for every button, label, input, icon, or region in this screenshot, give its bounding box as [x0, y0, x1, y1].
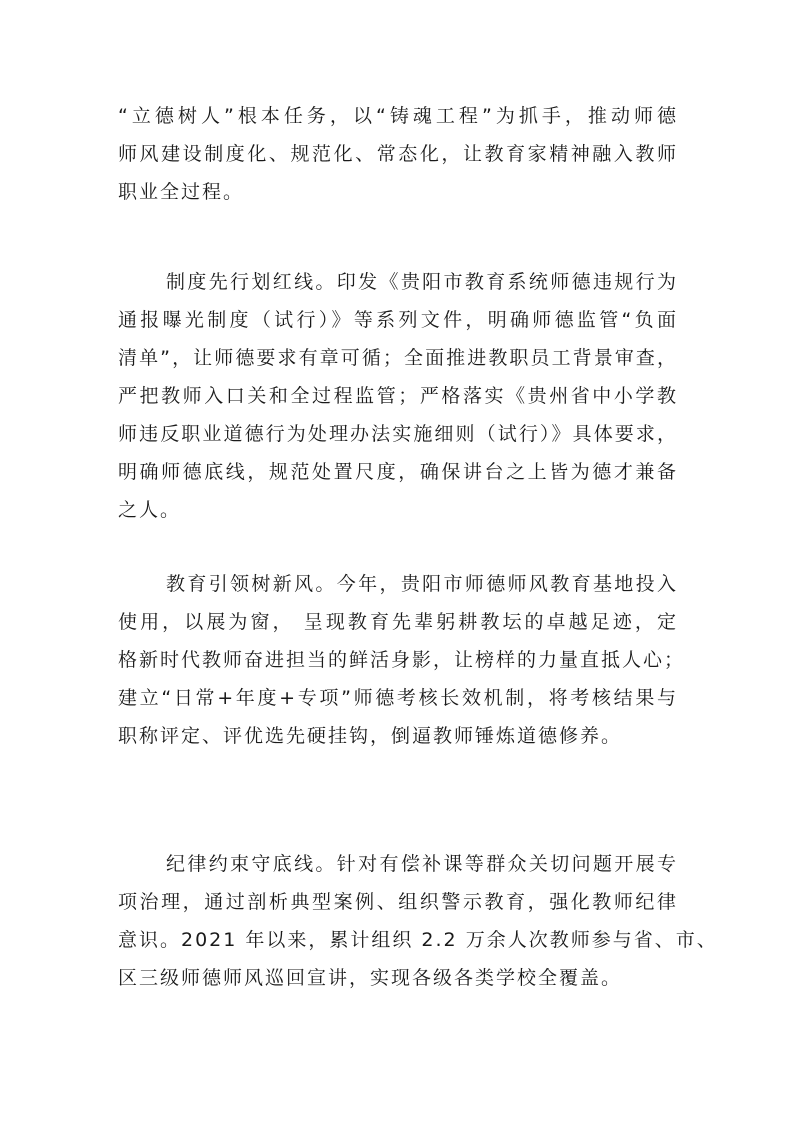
text-line: 使用，以展为窗， 呈现教育先辈躬耕教坛的卓越足迹，定 [118, 611, 678, 633]
text-line: 意识。2021 年以来，累计组织 2.2 万余人次教师参与省、市、 [118, 929, 718, 951]
text-line: 通报曝光制度（试行）》等系列文件，明确师德监管“负面 [118, 309, 678, 331]
text-line: 职称评定、评优选先硬挂钩，倒逼教师锤炼道德修养。 [118, 725, 623, 747]
text-line: 建立“日常+年度+专项”师德考核长效机制，将考核结果与 [118, 687, 678, 709]
text-line: 格新时代教师奋进担当的鲜活身影，让榜样的力量直抵人心； [118, 649, 686, 671]
text-line: 区三级师德师风巡回宣讲，实现各级各类学校全覆盖。 [118, 967, 623, 989]
text-line: “立德树人”根本任务，以“铸魂工程”为抓手，推动师德 [118, 105, 678, 127]
paragraph-discipline-bottom-line [118, 845, 718, 997]
text-line: 职业全过程。 [118, 181, 245, 203]
text-line: 明确师德底线，规范处置尺度，确保讲台之上皆为德才兼备 [118, 461, 678, 483]
paragraph-system-first [118, 263, 678, 529]
text-line: 教育引领树新风。今年，贵阳市师德师风教育基地投入 [166, 573, 678, 595]
text-line: 师风建设制度化、规范化、常态化，让教育家精神融入教师 [118, 143, 678, 165]
text-line: 清单”，让师德要求有章可循；全面推进教职员工背景审查， [118, 347, 678, 369]
paragraph-education-guidance [118, 565, 686, 755]
text-line: 严把教师入口关和全过程监管；严格落实《贵州省中小学教 [118, 385, 678, 407]
paragraph-intro-continuation [118, 97, 678, 211]
text-line: 之人。 [118, 499, 182, 521]
text-line: 纪律约束守底线。针对有偿补课等群众关切问题开展专 [166, 853, 678, 875]
text-line: 师违反职业道德行为处理办法实施细则（试行）》具体要求， [118, 423, 678, 445]
text-line: 项治理，通过剖析典型案例、组织警示教育，强化教师纪律 [118, 891, 678, 913]
text-line: 制度先行划红线。印发《贵阳市教育系统师德违规行为 [166, 271, 678, 293]
